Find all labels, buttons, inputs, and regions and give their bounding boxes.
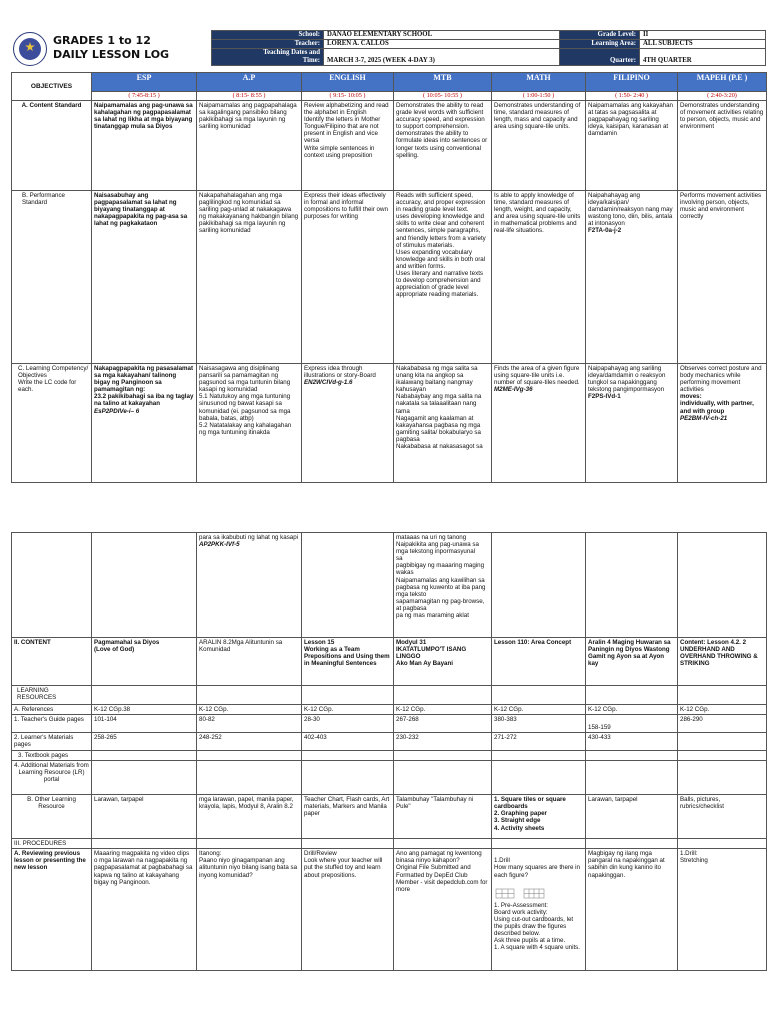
header-info-table bbox=[211, 30, 766, 66]
school-value: DANAO ELEMENTARY SCHOOL bbox=[324, 31, 560, 40]
content-standard-mtb: Demonstrates the ability to read grade level words with sufficient accuracy speed, and expression to support comprehension. demonstrates the ability to formulate ideas into sentences or longer texts using conventional spelling. bbox=[394, 101, 492, 191]
references-math: K-12 CGp. bbox=[492, 705, 586, 715]
references-ap: K-12 CGp. bbox=[197, 705, 302, 715]
reviewing-filipino: Magbigay ng ilang mga pangaral na napakinggan at sabihin din kung kanino ito napakinggan. bbox=[586, 849, 678, 971]
lesson-table-part2 bbox=[11, 532, 766, 971]
row-label-references: A. References bbox=[12, 705, 92, 715]
row-label-competency bbox=[12, 364, 92, 483]
performance-standard-english: Express their ideas effectively in formal and informal compositions to fulfill their own purposes for writing bbox=[302, 191, 394, 364]
title-daily-lesson-log: DAILY LESSON LOG bbox=[53, 48, 170, 61]
continued-mapeh bbox=[678, 533, 767, 638]
performance-standard-filipino bbox=[586, 191, 678, 364]
row-label-procedures: III. PROCEDURES bbox=[12, 839, 92, 849]
content-mtb: Modyul 31 IKATATLUMPO'T ISANG LINGGO Ako Man Ay Bayani bbox=[394, 638, 492, 686]
title-grades: GRADES 1 to 12 bbox=[53, 34, 151, 47]
deped-seal-logo bbox=[13, 32, 47, 66]
reviewing-math-preassessment: 1. Pre-Assessment: Board work activity: Using cut-out cardboards, let the pupils draw the figures described below. Ask three pupils at a time. 1. A square with 4 square units. bbox=[494, 901, 580, 952]
row-label-other-resources: B. Other Learning Resource bbox=[12, 795, 92, 839]
competency-mtb: Nakababasa ng mga salita sa unang kita na angkop sa ikalawang baitang nangmay kahusayan Nababaybay ang mga salita na nakatala sa talaaalitaan nang tama Nagagamit ang kaalaman at kakayahansa pagbasa ng mga gamiting salita/ bokabularyo sa pagbasa Nakababasa at nakasasagot sa bbox=[394, 364, 492, 483]
subject-ap: A.P bbox=[197, 73, 302, 92]
references-filipino: K-12 CGp. bbox=[586, 705, 678, 715]
row-label-performance-standard: B. Performance Standard bbox=[12, 191, 92, 364]
competency-math-text: Finds the area of a given figure using square-tile units i.e. number of square-tiles needed. bbox=[494, 365, 580, 387]
content-english: Lesson 15 Working as a Team Prepositions and Using them in Meaningful Sentences bbox=[302, 638, 394, 686]
row-label-learners-materials: 2. Learner's Materials pages bbox=[12, 733, 92, 751]
teachers-guide-filipino: 158-159 bbox=[586, 715, 678, 733]
time-filipino: ( 1:50- 2:40 ) bbox=[586, 92, 678, 101]
competency-english-text: Express idea through illustrations or story-Board bbox=[304, 365, 376, 380]
grade-value: II bbox=[640, 31, 766, 40]
competency-english bbox=[302, 364, 394, 483]
row-label-content-standard: A. Content Standard bbox=[12, 101, 92, 191]
other-resources-filipino: Larawan, tarpapel bbox=[586, 795, 678, 839]
performance-standard-math: Is able to apply knowledge of time, standard measures of length, weight, and capacity, and area using square-tile units in mathematical problems and real-life situations. bbox=[492, 191, 586, 364]
header bbox=[11, 30, 766, 72]
learners-materials-math: 271-272 bbox=[492, 733, 586, 751]
subject-mtb: MTB bbox=[394, 73, 492, 92]
references-esp: K-12 CGp.38 bbox=[92, 705, 197, 715]
teachers-guide-english: 28-30 bbox=[302, 715, 394, 733]
filipino-performance-code: F2TA-0a-j-2 bbox=[588, 227, 622, 235]
content-standard-mapeh: Demonstrates understanding of movement activities relating to person, objects, music and environment bbox=[678, 101, 767, 191]
teacher-value: LOREN A. CALLOS bbox=[324, 40, 560, 49]
performance-standard-filipino-text: Naipahahayag ang ideya/kaisipan/ damdamin/reaksyon nang may wastong tono, diin, bilis, antala at intonasyon bbox=[588, 192, 673, 228]
competency-esp bbox=[92, 364, 197, 483]
school-label: School: bbox=[212, 31, 324, 40]
other-resources-math: 1. Square tiles or square cardboards 2. Graphing paper 3. Straight edge 4. Activity sheets bbox=[492, 795, 586, 839]
learners-materials-mtb: 230-232 bbox=[394, 733, 492, 751]
english-competency-code: EN2WCIVd-g-1.6 bbox=[304, 379, 353, 387]
continued-math bbox=[492, 533, 586, 638]
math-competency-code: M2ME-IVg-36 bbox=[494, 386, 533, 394]
reviewing-mtb: Ano ang pamagat ng kwentong binasa ninyo kahapon? Original File Submitted and Formatted by DepEd Club Member - visit depedclub.com for more bbox=[394, 849, 492, 971]
objectives-label: OBJECTIVES bbox=[12, 73, 92, 101]
teachers-guide-esp: 101-104 bbox=[92, 715, 197, 733]
competency-ap: Naisasagawa ang disiplinang pansarili sa pamamagitan ng pagsunod sa mga tuntunin bilang kasapi ng komunidad 5.1 Natutukoy ang mga tuntuning sinusunod ng bawat kasapi sa komunidad (ei. pagsunod sa mga babala, batas, atbp) 5.2 Natatalakay ang kahalagahan ng mga tuntuning itinakda bbox=[197, 364, 302, 483]
content-standard-esp: Naipamamalas ang pag-unawa sa kahalagahan ng pagpapasalamat sa lahat ng likha at mga biyayang tinatanggap mula sa Diyos bbox=[92, 101, 197, 191]
dates-label-line1: Teaching Dates and bbox=[263, 49, 320, 56]
filipino-competency-code: F2PS-IVd-1 bbox=[588, 393, 621, 401]
content-ap: ARALIN 8.2Mga Alituntunin sa Komunidad bbox=[197, 638, 302, 686]
lesson-table-part1 bbox=[11, 72, 766, 483]
reviewing-math-drill: 1.Drill How many squares are there in each figure? bbox=[494, 857, 580, 879]
performance-standard-mapeh: Performs movement activities involving person, objects, music and environment correctly bbox=[678, 191, 767, 364]
time-math: ( 1:00-1:50 ) bbox=[492, 92, 586, 101]
mapeh-competency-code: PE2BM-IV-ch-21 bbox=[680, 414, 728, 422]
dates-label-line2: Time: bbox=[302, 57, 320, 64]
mapeh-moves-text: moves: individually, with partner, and with group bbox=[680, 393, 754, 415]
time-ap: ( 8:15- 8:55 ) bbox=[197, 92, 302, 101]
continued-english bbox=[302, 533, 394, 638]
teacher-label: Teacher: bbox=[212, 40, 324, 49]
ap-competency-code: AP2PKK-IVf-5 bbox=[199, 541, 240, 549]
esp-competency-code: EsP2PDIVe-i– 6 bbox=[94, 407, 140, 415]
quarter-label: Quarter: bbox=[560, 49, 640, 66]
learners-materials-english: 402-403 bbox=[302, 733, 394, 751]
content-standard-math: Demonstrates understanding of time, standard measures of length, mass and capacity and area using square-tile units. bbox=[492, 101, 586, 191]
time-mtb: ( 10:05- 10:55 ) bbox=[394, 92, 492, 101]
subject-mapeh: MAPEH (P.E ) bbox=[678, 73, 767, 92]
reviewing-math bbox=[492, 849, 586, 971]
grade-label: Grade Level: bbox=[560, 31, 640, 40]
reviewing-english: Drill/Review Look where your teacher will put the stuffed toy and learn about prepositions. bbox=[302, 849, 394, 971]
performance-standard-esp: Naisasabuhay ang pagpapasalamat sa lahat ng biyayang tinatanggap at nakapagpapakita ng pag-asa sa lahat ng pagkakataon bbox=[92, 191, 197, 364]
dates-value: MARCH 3-7, 2025 (WEEK 4-DAY 3) bbox=[324, 49, 560, 66]
other-resources-mtb: Talambuhay "Talambuhay ni Pule" bbox=[394, 795, 492, 839]
content-math: Lesson 110: Area Concept bbox=[492, 638, 586, 686]
competency-mapeh-text: Observes correct posture and body mechanics while performing movement activities bbox=[680, 365, 762, 394]
reviewing-mapeh: 1.Drill: Stretching bbox=[678, 849, 767, 971]
continued-mtb: mataaas na uri ng tanong Naipakikita ang pag-unawa sa mga tekstong inpormasyunal sa pagbibigay ng maaaring maging wakas Naipamamalas ang kawilihan sa pagbasa ng kuwento at iba pang mga teksto sapamamagitan ng pag-browse, at pagbasa pa ng mas maraming aklat bbox=[394, 533, 492, 638]
references-english: K-12 CGp. bbox=[302, 705, 394, 715]
continued-ap-text: para sa ikabubuti ng lahat ng kasapi bbox=[199, 534, 299, 541]
reviewing-esp: Maaaring magpakita ng video clips o mga larawan na nagpapakita ng pagpapasalamat at pagbabahagi sa kapwa ng talino at kakayahang bigay ng Panginoon. bbox=[92, 849, 197, 971]
subject-math: MATH bbox=[492, 73, 586, 92]
references-mtb: K-12 CGp. bbox=[394, 705, 492, 715]
competency-esp-text: Nakapagpapakita ng pasasalamat sa mga kakayahan/ talinong bigay ng Panginoon sa pamamagitan ng: 23.2 pakikibahagi sa iba ng taglay na talino at kakayahan bbox=[94, 365, 194, 408]
continued-ap bbox=[197, 533, 302, 638]
subject-esp: ESP bbox=[92, 73, 197, 92]
learners-materials-ap: 248-252 bbox=[197, 733, 302, 751]
teachers-guide-mapeh: 286-290 bbox=[678, 715, 767, 733]
content-filipino: Aralin 4 Maging Huwaran sa Paningin ng Diyos Wastong Gamit ng Ayon sa at Ayon kay bbox=[586, 638, 678, 686]
row-label-teachers-guide: 1. Teacher's Guide pages bbox=[12, 715, 92, 733]
other-resources-english: Teacher Chart, Flash cards, Art materials, Markers and Manila paper bbox=[302, 795, 394, 839]
row-label-learning-resources: LEARNING RESOURCES bbox=[12, 686, 92, 705]
continued-esp bbox=[92, 533, 197, 638]
competency-mapeh bbox=[678, 364, 767, 483]
row-label-content: II. CONTENT bbox=[12, 638, 92, 686]
time-english: ( 9:15- 10:05 ) bbox=[302, 92, 394, 101]
teachers-guide-math: 380-383 bbox=[492, 715, 586, 733]
competency-math bbox=[492, 364, 586, 483]
competency-filipino-text: Naipapahayag ang sariling ideya/damdamin o reaksyon tungkol sa napakinggang tekstong pangimpormasyon bbox=[588, 365, 666, 394]
competency-label: C. Learning Competency/ Objectives bbox=[18, 365, 89, 380]
content-standard-english: Review alphabetizing and read the alphabet in English Identify the letters in Mother Tongue/Filipino that are not present in English and vice versa Write simple sentences in context using preposition bbox=[302, 101, 394, 191]
time-esp: ( 7:45-8:15 ) bbox=[92, 92, 197, 101]
reviewing-ap: Itanong: Paano niyo ginagampanan ang alituntunin niyo bilang isang bata sa inyong komunidad? bbox=[197, 849, 302, 971]
continued-filipino bbox=[586, 533, 678, 638]
performance-standard-mtb: Reads with sufficient speed, accuracy, and proper expression in reading grade level text. uses developing knowledge and skills to write clear and coherent sentences, simple paragraphs, and friendly letters from a variety of stimulus materials. Uses expanding vocabulary knowledge and skills in both oral and written forms. Uses literary and narrative texts to develop comprehension and appreciation of grade level appropriate reading materials. bbox=[394, 191, 492, 364]
row-label-additional-materials: 4. Additional Materials from Learning Resource (LR) portal bbox=[12, 761, 92, 795]
references-mapeh: K-12 CGp. bbox=[678, 705, 767, 715]
content-mapeh: Content: Lesson 4.2. 2 UNDERHAND AND OVERHAND THROWING & STRIKING bbox=[678, 638, 767, 686]
competency-sublabel: Write the LC code for each. bbox=[18, 379, 77, 394]
other-resources-ap: mga larawan, papel, manila paper, krayola, lapis, Modyul 8, Aralin 8.2 bbox=[197, 795, 302, 839]
teachers-guide-ap: 80-82 bbox=[197, 715, 302, 733]
square-grid-figures bbox=[494, 880, 583, 894]
other-resources-esp: Larawan, tarpapel bbox=[92, 795, 197, 839]
other-resources-mapeh: Balls, pictures, rubrics/checklist bbox=[678, 795, 767, 839]
row-label-reviewing: A. Reviewing previous lesson or presenting the new lesson bbox=[12, 849, 92, 971]
content-standard-ap: Naipamamalas ang pagpapahalaga sa kagalingang pansibiko bilang pakikibahagi sa mga layunin ng sariling komunidad bbox=[197, 101, 302, 191]
learning-area-label: Learning Area: bbox=[560, 40, 640, 49]
row-label-textbook: 3. Textbook pages bbox=[12, 751, 92, 761]
subject-filipino: FILIPINO bbox=[586, 73, 678, 92]
content-esp: Pagmamahal sa Diyos (Love of God) bbox=[92, 638, 197, 686]
quarter-value: 4TH QUARTER bbox=[640, 49, 766, 66]
teachers-guide-mtb: 267-268 bbox=[394, 715, 492, 733]
continued-label bbox=[12, 533, 92, 638]
competency-filipino bbox=[586, 364, 678, 483]
learners-materials-esp: 258-265 bbox=[92, 733, 197, 751]
subject-english: ENGLISH bbox=[302, 73, 394, 92]
learners-materials-filipino: 430-433 bbox=[586, 733, 678, 751]
grid-figure-icon bbox=[494, 887, 554, 900]
dates-label bbox=[212, 49, 324, 66]
time-mapeh: ( 2:40-3:20) bbox=[678, 92, 767, 101]
content-standard-filipino: Naipamamalas ang kakayahan at tatas sa pagsasalita at pagpapahayag ng sariling ideya, kaisipan, karanasan at damdamin bbox=[586, 101, 678, 191]
learners-materials-mapeh bbox=[678, 733, 767, 751]
performance-standard-ap: Nakapahahalagahan ang mga paglilingkod ng komunidad sa sariling pag-unlad at nakakagawa ng makakayanang hakbangin bilang pakikibahagi sa mga layunin ng sariling komunidad bbox=[197, 191, 302, 364]
learning-area-value: ALL SUBJECTS bbox=[640, 40, 766, 49]
